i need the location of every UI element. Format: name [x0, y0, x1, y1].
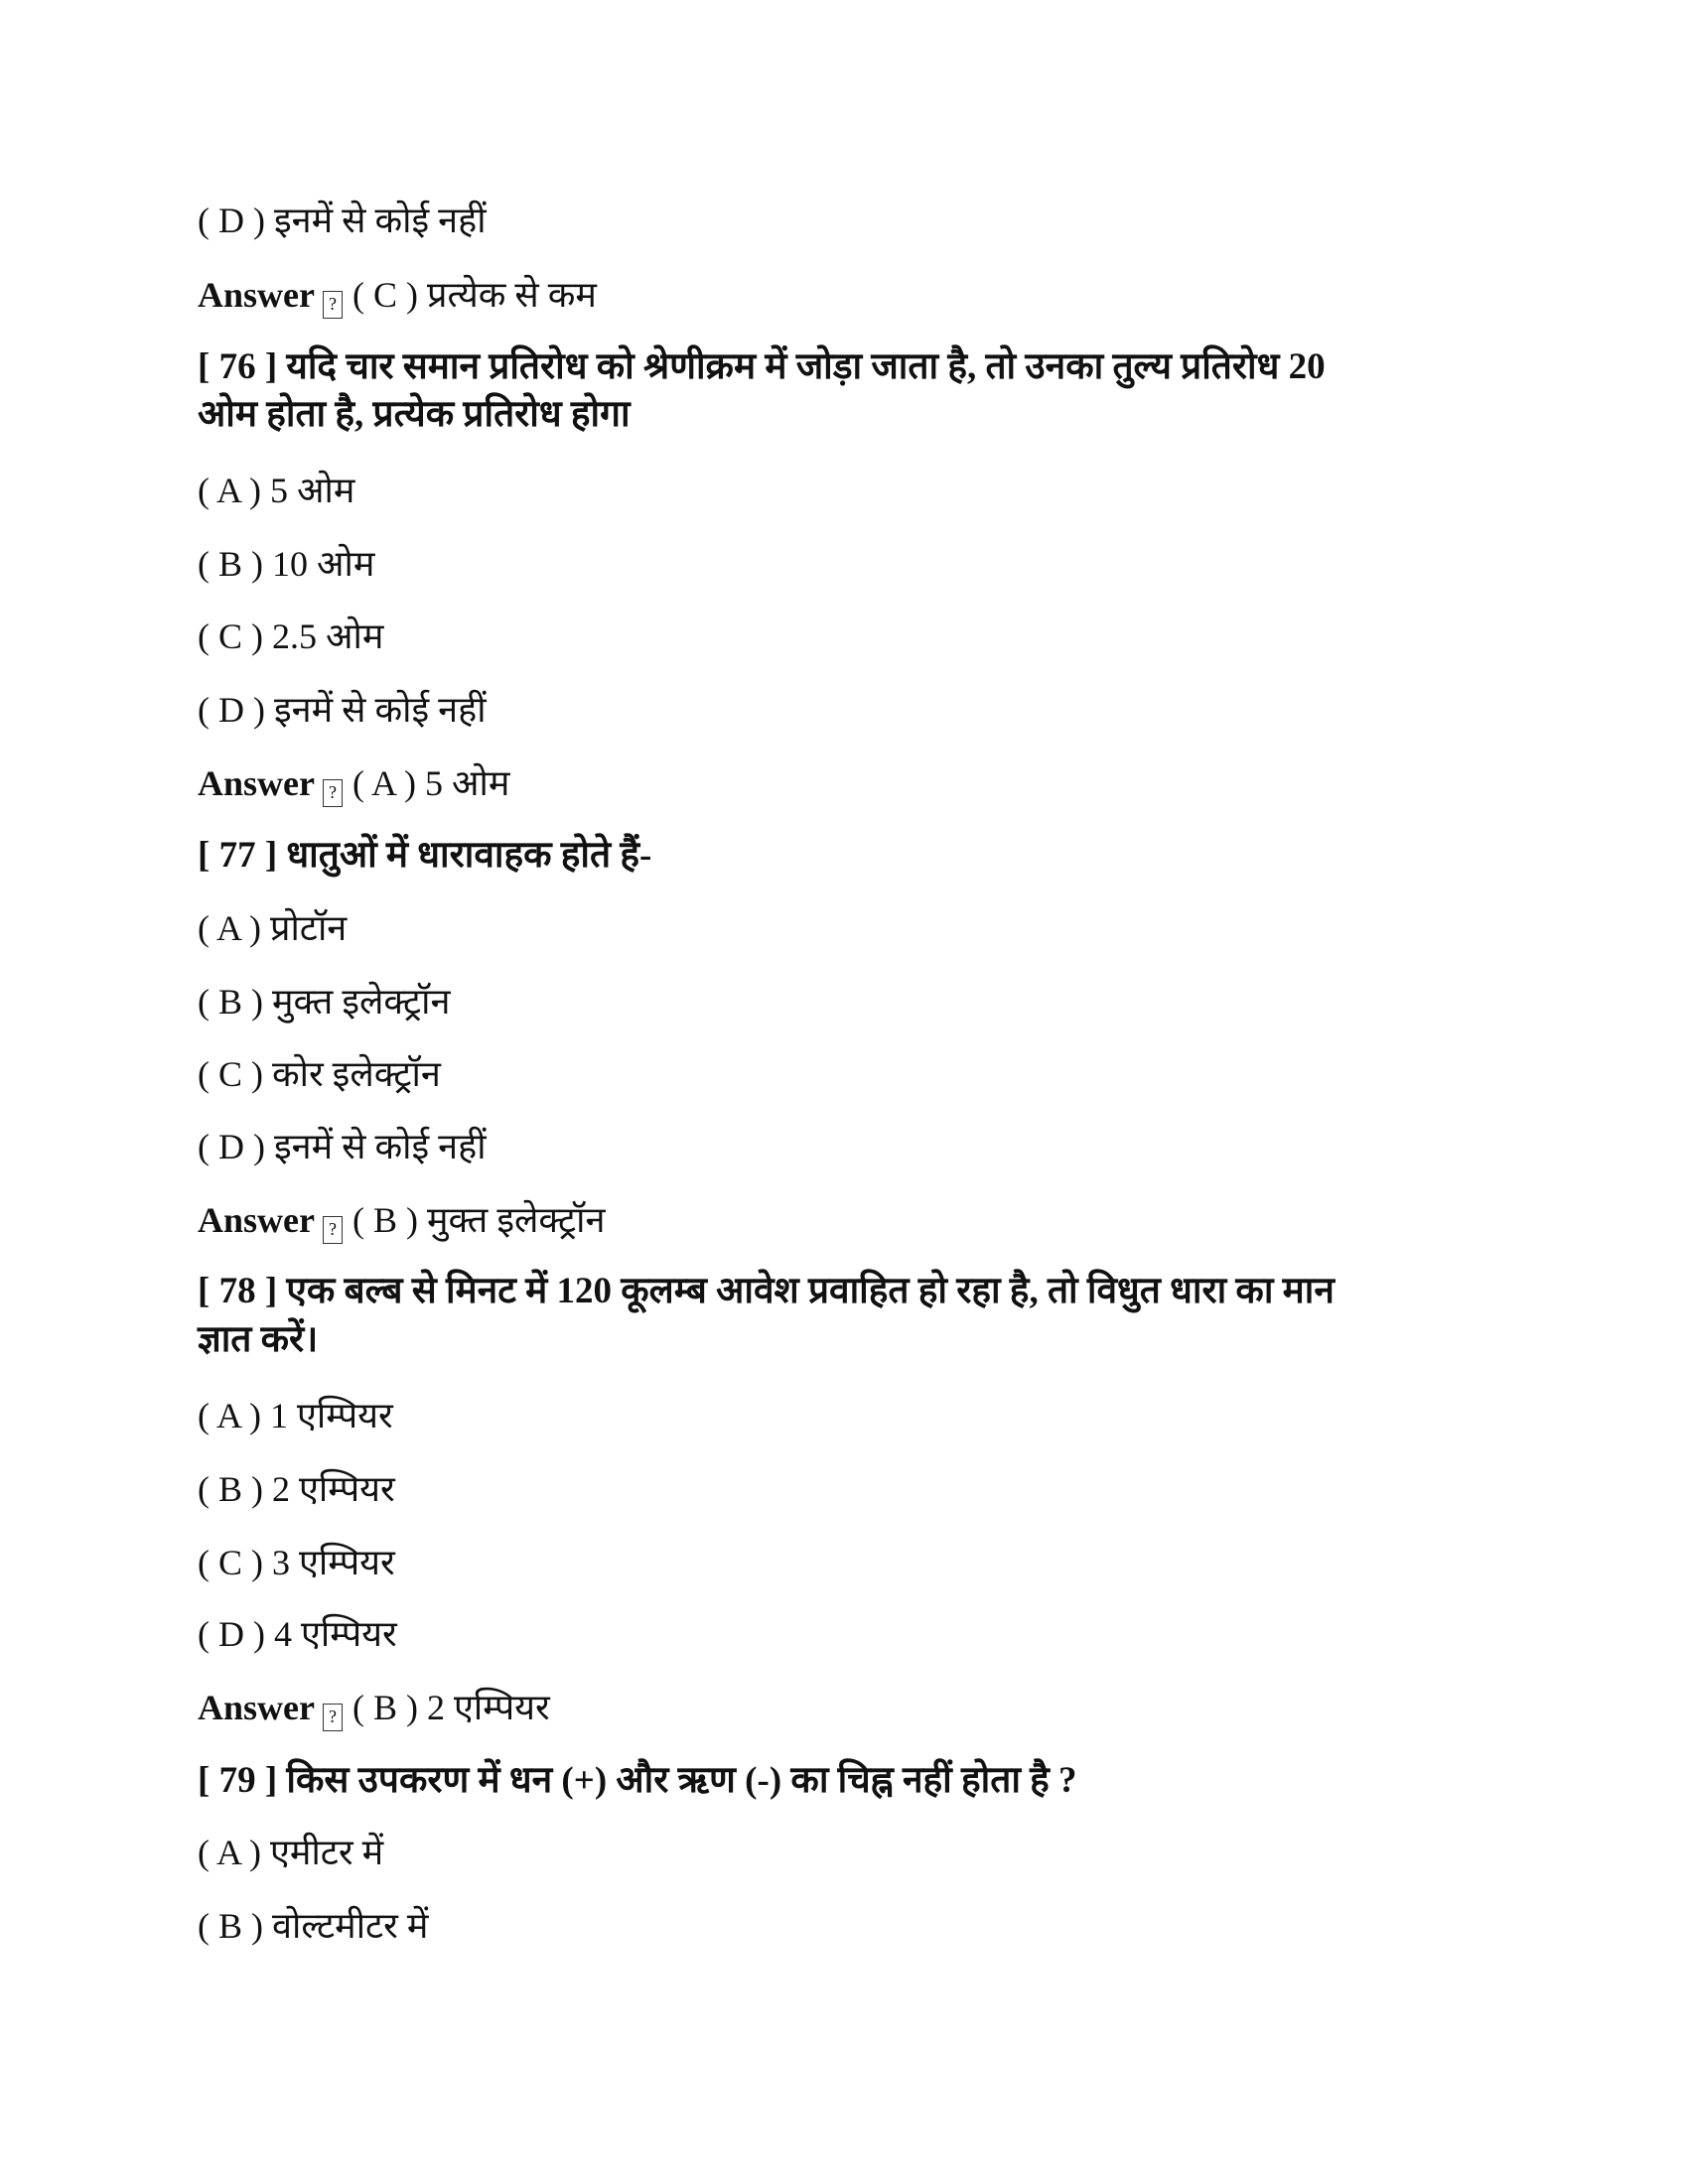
q78-option-c: ( C ) 3 एम्पियर	[198, 1543, 395, 1582]
q76-option-b: ( B ) 10 ओम	[198, 544, 375, 584]
missing-glyph-icon: ?	[323, 779, 343, 807]
answer-value: ( C ) प्रत्येक से कम	[352, 275, 597, 315]
question-76-line2: ओम होता है, प्रत्येक प्रतिरोध होगा	[198, 394, 631, 435]
q76-option-a: ( A ) 5 ओम	[198, 471, 355, 510]
answer-line	[198, 273, 597, 319]
answer-value: ( A ) 5 ओम	[352, 763, 510, 803]
question-77: [ 77 ] धातुओं में धारावाहक होते हैं-	[198, 835, 652, 876]
answer-label: Answer	[198, 275, 315, 315]
q78-option-d: ( D ) 4 एम्पियर	[198, 1614, 397, 1654]
q78-option-a: ( A ) 1 एम्पियर	[198, 1396, 393, 1435]
answer-label: Answer	[198, 1200, 315, 1240]
answer-value: ( B ) 2 एम्पियर	[352, 1688, 550, 1727]
q77-option-a: ( A ) प्रोटॉन	[198, 908, 348, 948]
q76-option-c: ( C ) 2.5 ओम	[198, 616, 384, 656]
q77-option-c: ( C ) कोर इलेक्ट्रॉन	[198, 1054, 441, 1094]
q79-option-a: ( A ) एमीटर में	[198, 1833, 384, 1872]
option-d: ( D ) इनमें से कोई नहीं	[198, 201, 487, 240]
answer-label: Answer	[198, 763, 315, 803]
missing-glyph-icon: ?	[323, 1216, 343, 1244]
q76-option-d: ( D ) इनमें से कोई नहीं	[198, 690, 487, 730]
q76-answer	[198, 761, 509, 807]
q77-option-d: ( D ) इनमें से कोई नहीं	[198, 1127, 487, 1166]
question-76-line1: [ 76 ] यदि चार समान प्रतिरोध को श्रेणीक्रम में जोड़ा जाता है, तो उनका तुल्य प्रतिरोध 20	[198, 346, 1326, 387]
q77-option-b: ( B ) मुक्त इलेक्ट्रॉन	[198, 982, 451, 1022]
answer-label: Answer	[198, 1688, 315, 1727]
question-79: [ 79 ] किस उपकरण में धन (+) और ऋण (-) का चिह्न नहीं होता है ?	[198, 1760, 1077, 1801]
answer-value: ( B ) मुक्त इलेक्ट्रॉन	[352, 1200, 606, 1240]
q79-option-b: ( B ) वोल्टमीटर में	[198, 1906, 429, 1946]
question-78-line1: [ 78 ] एक बल्ब से मिनट में 120 कूलम्ब आवेश प्रवाहित हो रहा है, तो विधुत धारा का मान	[198, 1271, 1335, 1311]
q78-option-b: ( B ) 2 एम्पियर	[198, 1469, 395, 1509]
question-78-line2: ज्ञात करें।	[198, 1319, 319, 1360]
missing-glyph-icon: ?	[323, 291, 343, 319]
q78-answer	[198, 1686, 550, 1731]
q77-answer	[198, 1198, 605, 1244]
missing-glyph-icon: ?	[323, 1704, 343, 1731]
